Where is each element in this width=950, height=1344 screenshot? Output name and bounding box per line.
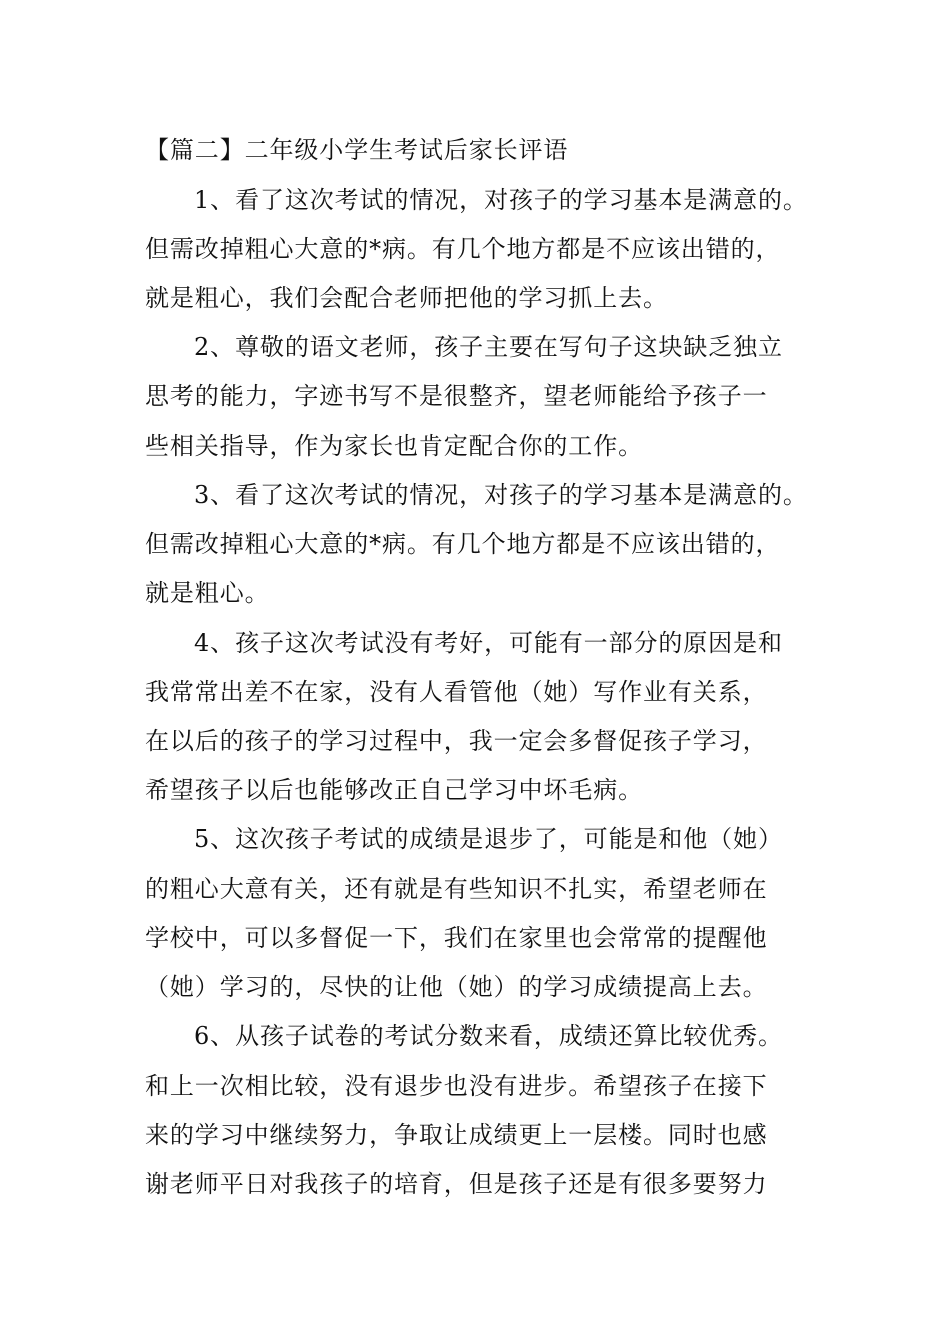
paragraph-line: 我常常出差不在家，没有人看管他（她）写作业有关系， <box>145 678 768 706</box>
paragraph-line: 学校中，可以多督促一下，我们在家里也会常常的提醒他 <box>145 924 768 952</box>
paragraph-line: 2、尊敬的语文老师，孩子主要在写句子这块缺乏独立 <box>194 333 783 361</box>
paragraph-line: 但需改掉粗心大意的*病。有几个地方都是不应该出错的， <box>145 530 781 558</box>
paragraph-line: 来的学习中继续努力，争取让成绩更上一层楼。同时也感 <box>145 1121 768 1149</box>
paragraph-line: 3、看了这次考试的情况，对孩子的学习基本是满意的。 <box>194 481 808 509</box>
paragraph-line: 就是粗心。 <box>145 579 270 607</box>
paragraph-line: 4、孩子这次考试没有考好，可能有一部分的原因是和 <box>194 629 783 657</box>
paragraph-line: 谢老师平日对我孩子的培育，但是孩子还是有很多要努力 <box>145 1170 768 1198</box>
paragraph-line: 6、从孩子试卷的考试分数来看，成绩还算比较优秀。 <box>194 1022 783 1050</box>
paragraph-line: 和上一次相比较，没有退步也没有进步。希望孩子在接下 <box>145 1072 768 1100</box>
paragraph-line: 但需改掉粗心大意的*病。有几个地方都是不应该出错的， <box>145 235 781 263</box>
paragraph-line: 思考的能力，字迹书写不是很整齐，望老师能给予孩子一 <box>145 382 768 410</box>
paragraph-line: 希望孩子以后也能够改正自己学习中坏毛病。 <box>145 776 643 804</box>
paragraph-line: 的粗心大意有关，还有就是有些知识不扎实，希望老师在 <box>145 875 768 903</box>
paragraph-line: 在以后的孩子的学习过程中，我一定会多督促孩子学习， <box>145 727 768 755</box>
paragraph-line: 1、看了这次考试的情况，对孩子的学习基本是满意的。 <box>194 186 808 214</box>
paragraph-line: （她）学习的，尽快的让他（她）的学习成绩提高上去。 <box>145 973 768 1001</box>
document-heading: 【篇二】二年级小学生考试后家长评语 <box>145 136 569 164</box>
paragraph-line: 就是粗心，我们会配合老师把他的学习抓上去。 <box>145 284 668 312</box>
paragraph-line: 些相关指导，作为家长也肯定配合你的工作。 <box>145 432 643 460</box>
paragraph-line: 5、这次孩子考试的成绩是退步了，可能是和他（她） <box>194 825 783 853</box>
